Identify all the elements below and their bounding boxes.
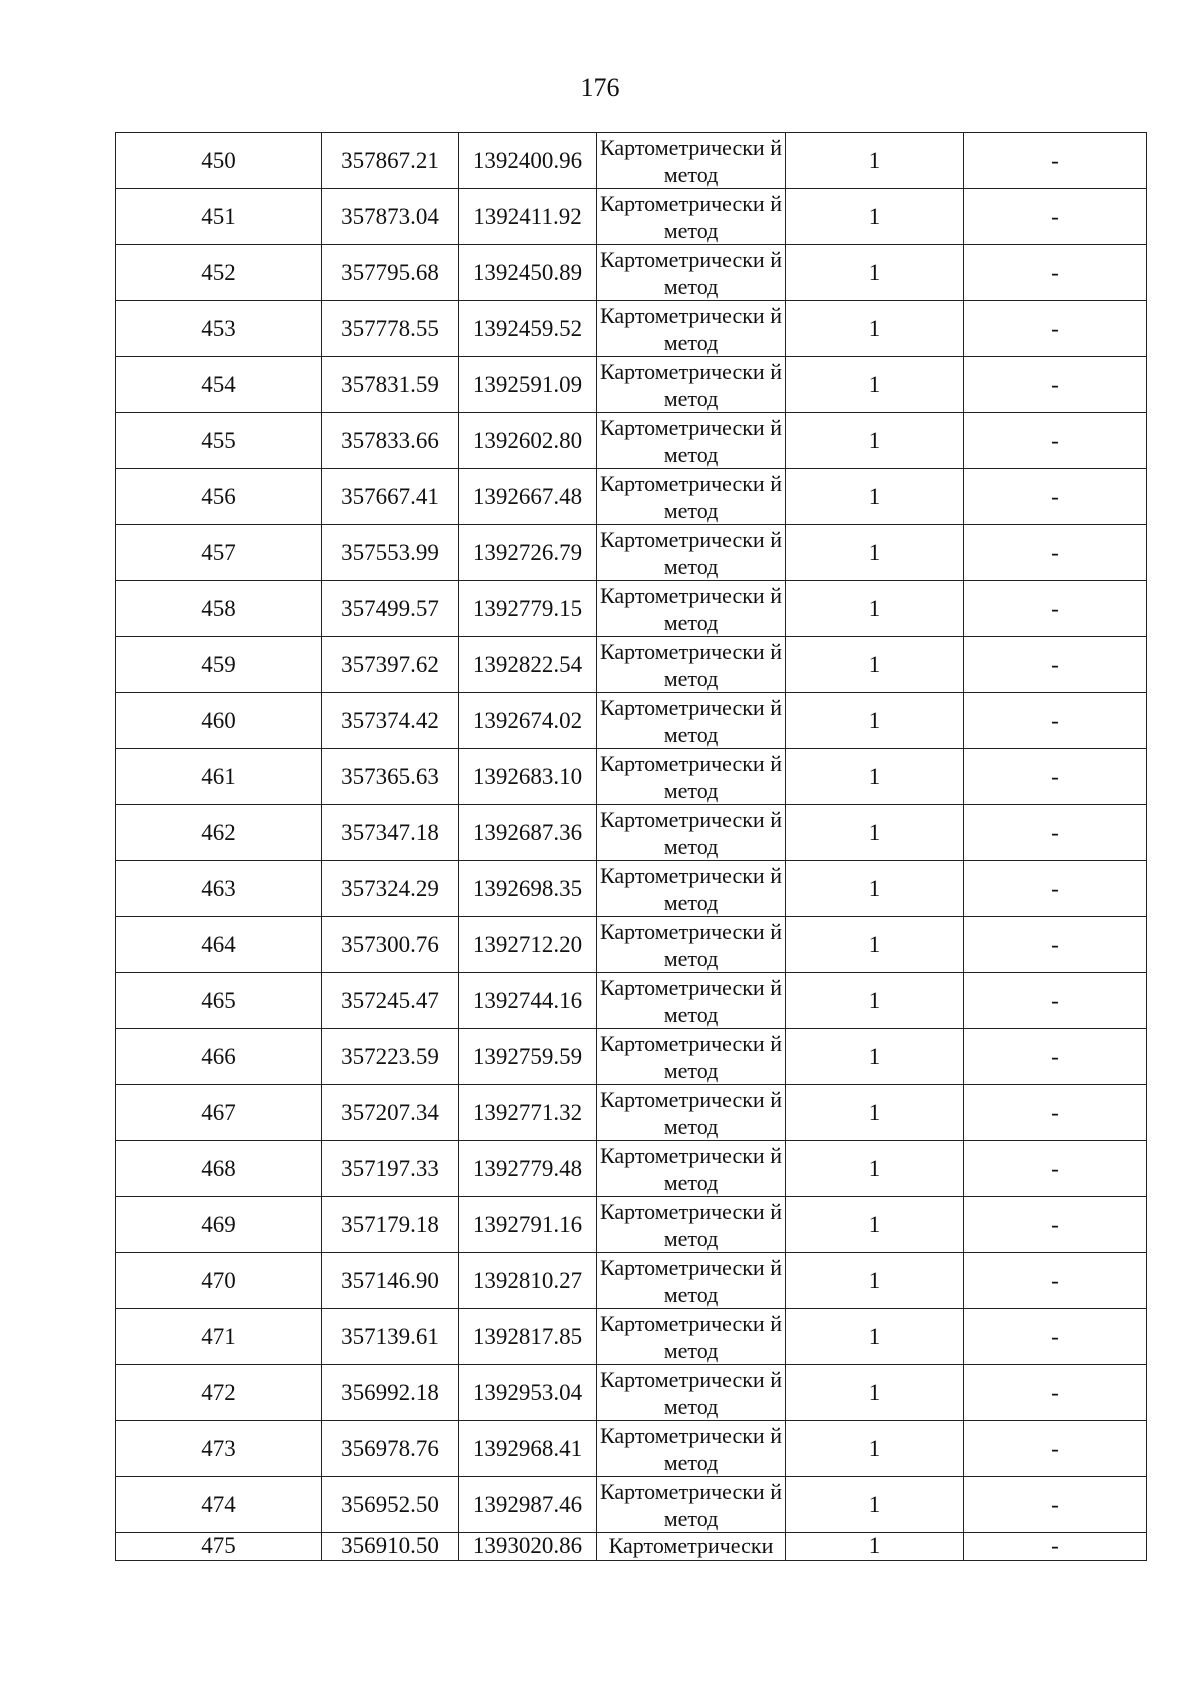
note-cell: - [964, 1309, 1147, 1365]
y-coordinate-cell: 1392674.02 [459, 693, 597, 749]
x-coordinate-cell: 356978.76 [322, 1421, 459, 1477]
accuracy-cell: 1 [786, 693, 964, 749]
accuracy-cell: 1 [786, 861, 964, 917]
table-row [116, 469, 1147, 525]
accuracy-cell: 1 [786, 917, 964, 973]
table-row [116, 357, 1147, 413]
table-row [116, 189, 1147, 245]
y-coordinate-cell: 1392817.85 [459, 1309, 597, 1365]
x-coordinate-cell: 356992.18 [322, 1365, 459, 1421]
y-coordinate-cell: 1392591.09 [459, 357, 597, 413]
table-row [116, 1309, 1147, 1365]
method-cell: Картометрически й метод [597, 917, 786, 973]
point-number-cell: 463 [116, 861, 322, 917]
x-coordinate-cell: 357146.90 [322, 1253, 459, 1309]
y-coordinate-cell: 1392411.92 [459, 189, 597, 245]
table-row [116, 1085, 1147, 1141]
method-cell: Картометрически й метод [597, 133, 786, 189]
point-number-cell: 469 [116, 1197, 322, 1253]
table-row [116, 973, 1147, 1029]
accuracy-cell: 1 [786, 1477, 964, 1533]
method-cell: Картометрически й метод [597, 1365, 786, 1421]
method-cell: Картометрически й метод [597, 693, 786, 749]
y-coordinate-cell: 1392987.46 [459, 1477, 597, 1533]
table-row [116, 301, 1147, 357]
point-number-cell: 459 [116, 637, 322, 693]
point-number-cell: 462 [116, 805, 322, 861]
y-coordinate-cell: 1392759.59 [459, 1029, 597, 1085]
method-cell: Картометрически й метод [597, 1029, 786, 1085]
table-row [116, 525, 1147, 581]
x-coordinate-cell: 357347.18 [322, 805, 459, 861]
accuracy-cell: 1 [786, 413, 964, 469]
y-coordinate-cell: 1392791.16 [459, 1197, 597, 1253]
note-cell: - [964, 357, 1147, 413]
y-coordinate-cell: 1392459.52 [459, 301, 597, 357]
point-number-cell: 458 [116, 581, 322, 637]
note-cell: - [964, 1141, 1147, 1197]
method-cell: Картометрически й метод [597, 861, 786, 917]
table-row [116, 1477, 1147, 1533]
table-row [116, 917, 1147, 973]
x-coordinate-cell: 357397.62 [322, 637, 459, 693]
x-coordinate-cell: 357197.33 [322, 1141, 459, 1197]
accuracy-cell: 1 [786, 805, 964, 861]
y-coordinate-cell: 1392450.89 [459, 245, 597, 301]
point-number-cell: 450 [116, 133, 322, 189]
note-cell: - [964, 637, 1147, 693]
x-coordinate-cell: 357324.29 [322, 861, 459, 917]
accuracy-cell: 1 [786, 637, 964, 693]
table-row [116, 245, 1147, 301]
accuracy-cell: 1 [786, 1029, 964, 1085]
point-number-cell: 472 [116, 1365, 322, 1421]
point-number-cell: 456 [116, 469, 322, 525]
coordinates-table-body [116, 133, 1147, 1561]
point-number-cell: 461 [116, 749, 322, 805]
point-number-cell: 465 [116, 973, 322, 1029]
table-row [116, 581, 1147, 637]
note-cell: - [964, 525, 1147, 581]
method-cell: Картометрически й метод [597, 1477, 786, 1533]
y-coordinate-cell: 1392602.80 [459, 413, 597, 469]
note-cell: - [964, 245, 1147, 301]
point-number-cell: 452 [116, 245, 322, 301]
point-number-cell: 473 [116, 1421, 322, 1477]
method-cell: Картометрически й метод [597, 525, 786, 581]
y-coordinate-cell: 1392683.10 [459, 749, 597, 805]
table-row [116, 413, 1147, 469]
x-coordinate-cell: 357374.42 [322, 693, 459, 749]
method-cell: Картометрически й метод [597, 581, 786, 637]
point-number-cell: 451 [116, 189, 322, 245]
point-number-cell: 457 [116, 525, 322, 581]
accuracy-cell: 1 [786, 1085, 964, 1141]
accuracy-cell: 1 [786, 301, 964, 357]
x-coordinate-cell: 357365.63 [322, 749, 459, 805]
x-coordinate-cell: 357795.68 [322, 245, 459, 301]
x-coordinate-cell: 357245.47 [322, 973, 459, 1029]
note-cell: - [964, 581, 1147, 637]
y-coordinate-cell: 1392810.27 [459, 1253, 597, 1309]
point-number-cell: 474 [116, 1477, 322, 1533]
x-coordinate-cell: 357833.66 [322, 413, 459, 469]
note-cell: - [964, 1253, 1147, 1309]
point-number-cell: 466 [116, 1029, 322, 1085]
note-cell: - [964, 749, 1147, 805]
method-cell: Картометрически й метод [597, 1141, 786, 1197]
accuracy-cell: 1 [786, 1365, 964, 1421]
method-cell: Картометрически й метод [597, 469, 786, 525]
accuracy-cell: 1 [786, 749, 964, 805]
y-coordinate-cell: 1392698.35 [459, 861, 597, 917]
method-cell: Картометрически й метод [597, 357, 786, 413]
table-row [116, 861, 1147, 917]
x-coordinate-cell: 356910.50 [322, 1533, 459, 1561]
accuracy-cell: 1 [786, 1141, 964, 1197]
accuracy-cell: 1 [786, 1197, 964, 1253]
y-coordinate-cell: 1392771.32 [459, 1085, 597, 1141]
table-row [116, 749, 1147, 805]
table-row [116, 1029, 1147, 1085]
table-row [116, 1421, 1147, 1477]
y-coordinate-cell: 1392953.04 [459, 1365, 597, 1421]
note-cell: - [964, 973, 1147, 1029]
x-coordinate-cell: 357300.76 [322, 917, 459, 973]
accuracy-cell: 1 [786, 469, 964, 525]
note-cell: - [964, 469, 1147, 525]
method-cell: Картометрически й метод [597, 189, 786, 245]
y-coordinate-cell: 1392779.48 [459, 1141, 597, 1197]
accuracy-cell: 1 [786, 133, 964, 189]
x-coordinate-cell: 357867.21 [322, 133, 459, 189]
x-coordinate-cell: 357873.04 [322, 189, 459, 245]
note-cell: - [964, 805, 1147, 861]
note-cell: - [964, 1533, 1147, 1561]
x-coordinate-cell: 357139.61 [322, 1309, 459, 1365]
note-cell: - [964, 133, 1147, 189]
x-coordinate-cell: 357778.55 [322, 301, 459, 357]
method-cell: Картометрически й метод [597, 1421, 786, 1477]
method-cell: Картометрически й метод [597, 1309, 786, 1365]
method-cell: Картометрически й метод [597, 749, 786, 805]
point-number-cell: 471 [116, 1309, 322, 1365]
x-coordinate-cell: 357223.59 [322, 1029, 459, 1085]
point-number-cell: 460 [116, 693, 322, 749]
note-cell: - [964, 413, 1147, 469]
note-cell: - [964, 1477, 1147, 1533]
method-cell: Картометрически й метод [597, 301, 786, 357]
accuracy-cell: 1 [786, 245, 964, 301]
point-number-cell: 454 [116, 357, 322, 413]
note-cell: - [964, 1365, 1147, 1421]
y-coordinate-cell: 1392400.96 [459, 133, 597, 189]
point-number-cell: 464 [116, 917, 322, 973]
table-row [116, 133, 1147, 189]
accuracy-cell: 1 [786, 525, 964, 581]
table-row [116, 693, 1147, 749]
accuracy-cell: 1 [786, 1253, 964, 1309]
y-coordinate-cell: 1392667.48 [459, 469, 597, 525]
y-coordinate-cell: 1392744.16 [459, 973, 597, 1029]
accuracy-cell: 1 [786, 581, 964, 637]
table-row [116, 1253, 1147, 1309]
x-coordinate-cell: 357553.99 [322, 525, 459, 581]
y-coordinate-cell: 1393020.86 [459, 1533, 597, 1561]
x-coordinate-cell: 357499.57 [322, 581, 459, 637]
point-number-cell: 455 [116, 413, 322, 469]
table-row [116, 1141, 1147, 1197]
y-coordinate-cell: 1392687.36 [459, 805, 597, 861]
x-coordinate-cell: 357831.59 [322, 357, 459, 413]
accuracy-cell: 1 [786, 1533, 964, 1561]
y-coordinate-cell: 1392726.79 [459, 525, 597, 581]
table-row [116, 1533, 1147, 1561]
method-cell: Картометрически й метод [597, 1253, 786, 1309]
accuracy-cell: 1 [786, 973, 964, 1029]
y-coordinate-cell: 1392822.54 [459, 637, 597, 693]
point-number-cell: 467 [116, 1085, 322, 1141]
method-cell: Картометрически й метод [597, 973, 786, 1029]
y-coordinate-cell: 1392968.41 [459, 1421, 597, 1477]
y-coordinate-cell: 1392712.20 [459, 917, 597, 973]
method-cell: Картометрически й метод [597, 1197, 786, 1253]
note-cell: - [964, 693, 1147, 749]
method-cell: Картометрически [597, 1533, 786, 1561]
point-number-cell: 453 [116, 301, 322, 357]
note-cell: - [964, 1085, 1147, 1141]
point-number-cell: 475 [116, 1533, 322, 1561]
method-cell: Картометрически й метод [597, 805, 786, 861]
accuracy-cell: 1 [786, 1421, 964, 1477]
note-cell: - [964, 1197, 1147, 1253]
method-cell: Картометрически й метод [597, 245, 786, 301]
table-row [116, 805, 1147, 861]
page-number: 176 [580, 73, 620, 102]
x-coordinate-cell: 357667.41 [322, 469, 459, 525]
table-row [116, 1197, 1147, 1253]
method-cell: Картометрически й метод [597, 637, 786, 693]
x-coordinate-cell: 356952.50 [322, 1477, 459, 1533]
accuracy-cell: 1 [786, 189, 964, 245]
note-cell: - [964, 861, 1147, 917]
table-row [116, 637, 1147, 693]
note-cell: - [964, 1421, 1147, 1477]
x-coordinate-cell: 357207.34 [322, 1085, 459, 1141]
coordinates-table [115, 132, 1147, 1561]
y-coordinate-cell: 1392779.15 [459, 581, 597, 637]
note-cell: - [964, 1029, 1147, 1085]
note-cell: - [964, 917, 1147, 973]
table-row [116, 1365, 1147, 1421]
note-cell: - [964, 301, 1147, 357]
accuracy-cell: 1 [786, 357, 964, 413]
method-cell: Картометрически й метод [597, 413, 786, 469]
note-cell: - [964, 189, 1147, 245]
point-number-cell: 468 [116, 1141, 322, 1197]
method-cell: Картометрически й метод [597, 1085, 786, 1141]
x-coordinate-cell: 357179.18 [322, 1197, 459, 1253]
point-number-cell: 470 [116, 1253, 322, 1309]
accuracy-cell: 1 [786, 1309, 964, 1365]
